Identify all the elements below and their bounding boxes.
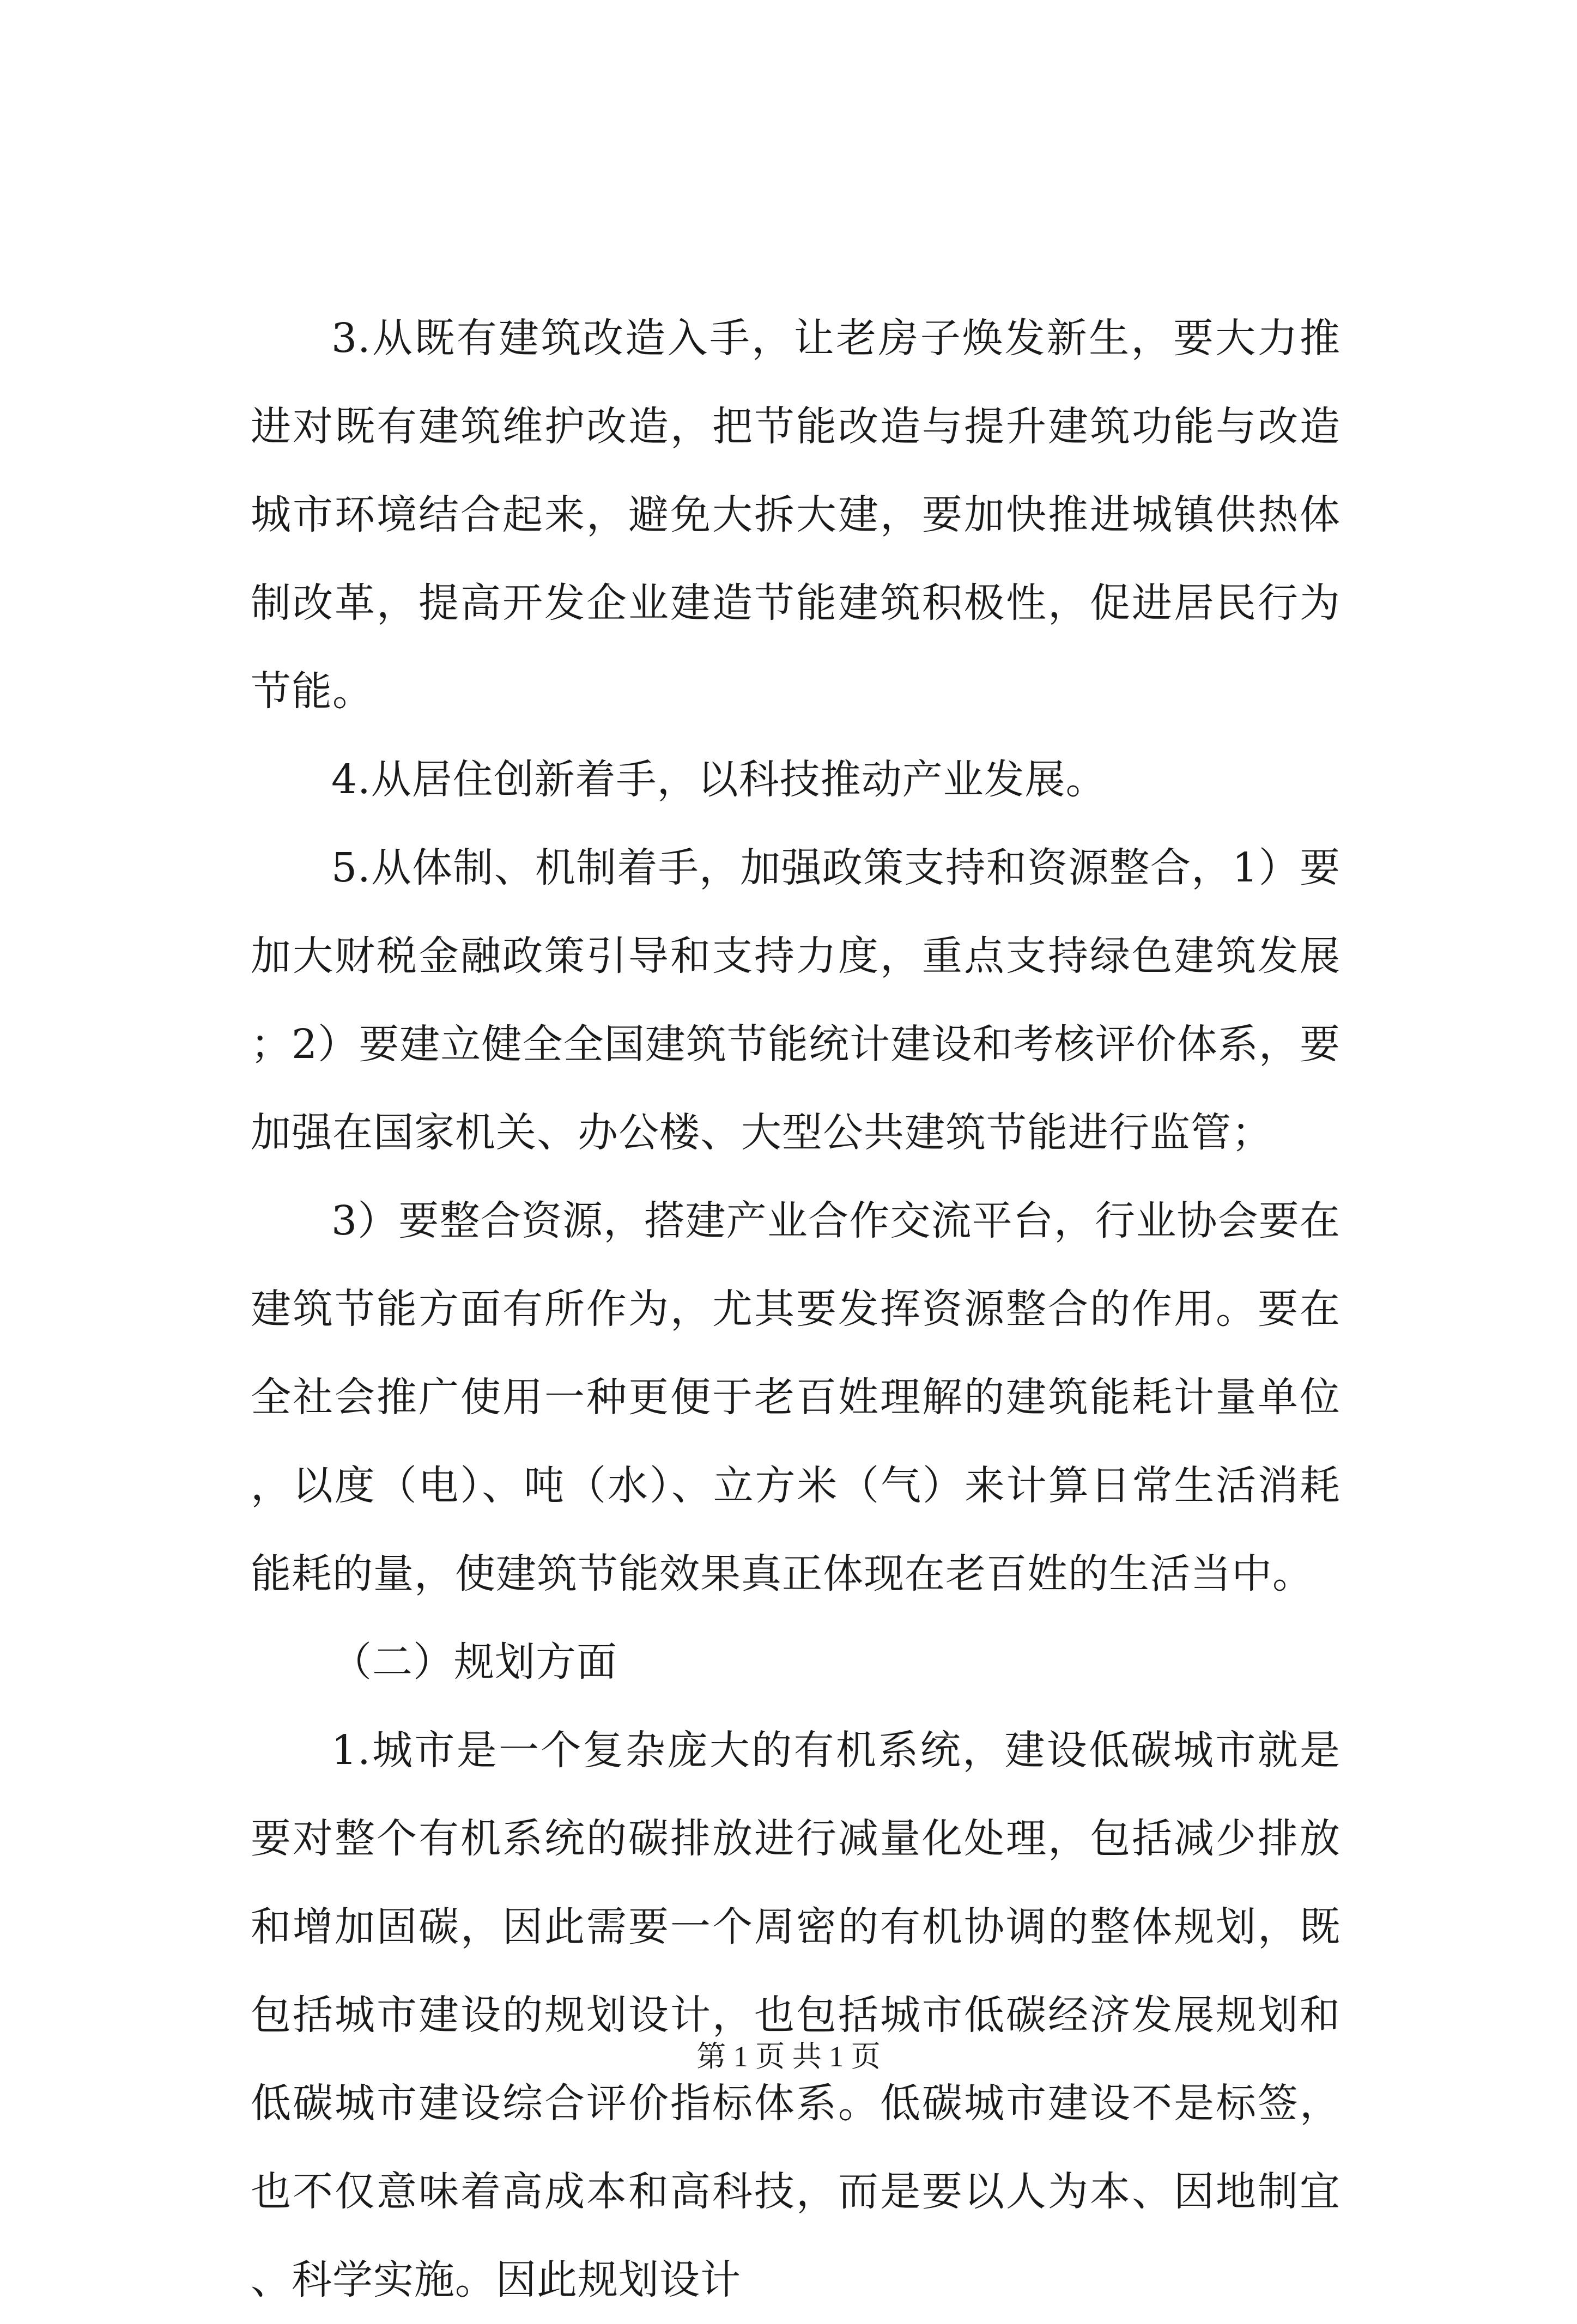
page-footer xyxy=(0,2037,1577,2076)
paragraph-residential-innovation: 4.从居住创新着手，以科技推动产业发展。 xyxy=(331,756,1107,803)
document-body xyxy=(251,294,1341,2324)
paragraph-institutional-mechanisms: 5.从体制、机制着手，加强政策支持和资源整合，1）要加大财税金融政策引导和支持力度，重点支持绿色建筑发展；2）要建立健全全国建筑节能统计建设和考核评价体系，要加强在国家机关、办公楼、大型公共建筑节能进行监管； xyxy=(251,844,1341,1156)
paragraph-city-organic-system: 1.城市是一个复杂庞大的有机系统，建设低碳城市就是要对整个有机系统的碳排放进行减量化处理，包括减少排放和增加固碳，因此需要一个周密的有机协调的整体规划，既包括城市建设的规划设计，也包括城市低碳经济发展规划和低碳城市建设综合评价指标体系。低碳城市建设不是标签，也不仅意味着高成本和高科技，而是要以人为本、因地制宜、科学实施。因此规划设计 xyxy=(251,1727,1341,2303)
section-heading-planning: （二）规划方面 xyxy=(331,1639,617,1686)
page-number-label: 第 1 页 共 1 页 xyxy=(696,2040,881,2073)
paragraph-existing-building-renovation: 3.从既有建筑改造入手，让老房子焕发新生，要大力推进对既有建筑维护改造，把节能改造与提升建筑功能与改造城市环境结合起来，避免大拆大建，要加快推进城镇供热体制改革，提高开发企业建造节能建筑积极性，促进居民行为节能。 xyxy=(251,315,1341,715)
paragraph-resource-integration: 3）要整合资源，搭建产业合作交流平台，行业协会要在建筑节能方面有所作为，尤其要发挥资源整合的作用。要在全社会推广使用一种更便于老百姓理解的建筑能耗计量单位，以度（电）、吨（水）、立方米（气）来计算日常生活消耗能耗的量，使建筑节能效果真正体现在老百姓的生活当中。 xyxy=(251,1197,1341,1597)
